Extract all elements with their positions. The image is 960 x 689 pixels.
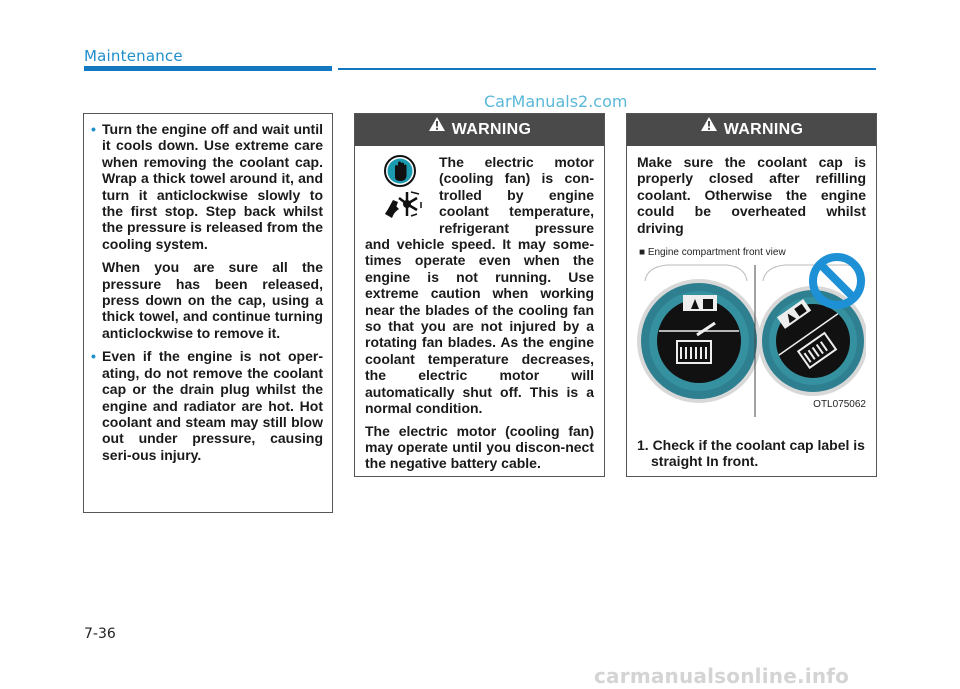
stop-hand-icon [385, 156, 415, 186]
bullet-item [91, 348, 323, 463]
figure-code: OTL075062 [813, 398, 866, 410]
fan-hazard-icon [385, 192, 421, 218]
caution-box-left [83, 113, 333, 513]
coolant-cap-figure [637, 245, 866, 425]
warning-box-fan [354, 113, 605, 477]
warning-header [627, 114, 876, 146]
bullet-dot: • [91, 348, 96, 365]
warning-body [627, 146, 876, 470]
warning-paragraph: The electric motor (cooling fan) may operate until you discon-nect the negative battery cable. [365, 422, 594, 472]
warning-title: WARNING [451, 121, 532, 139]
watermark-bottom: carmanualsonline.info [594, 664, 850, 688]
warning-triangle-icon [700, 112, 718, 144]
bullet-dot: • [91, 121, 96, 137]
bullet-paragraph: When you are sure all the pressure has been released, press down on the cap, using a thick towel, and continue turning anticlockwise to remove it. [102, 259, 323, 341]
figure-caption: ■ Engine compartment front view [639, 247, 786, 259]
warning-paragraph: Make sure the coolant cap is properly closed after refilling coolant. Otherwise the engine could be overheated whilst driving [637, 154, 866, 236]
page-number: 7-36 [84, 626, 116, 642]
warning-box-coolant-cap [626, 113, 877, 477]
bullet-paragraph: Turn the engine off and wait until it cools down. Use extreme care when removing the coolant cap. Wrap a thick towel around it, and turn it anticlockwise slowly to the first stop. Step back whilst the pressure is released from the cooling system. [102, 121, 323, 252]
section-title: Maintenance [84, 47, 183, 65]
warning-body [355, 146, 604, 472]
bullet-paragraph: Even if the engine is not oper-ating, do not remove the coolant cap or the drain plug whilst the engine and radiator are hot. Hot coolant and steam may still blow out under pressure, causing seri-ous injury. [102, 348, 323, 463]
warning-paragraph: The electric motor (cooling fan) is con-trolled by engine coolant temperature, refrigerant pressure and vehicle speed. It may some-times operate even when the engine is not running. Use extreme caution when working near the blades of the cooling fan so that you are not injured by a rotating fan blades. As the engine coolant temperature decreases, the electric motor will automatically shut off. This is a normal condition. [365, 154, 594, 417]
header-rule-thin [338, 68, 876, 70]
watermark-top: CarManuals2.com [484, 92, 628, 111]
warning-icons [365, 154, 435, 222]
warning-header [355, 114, 604, 146]
instruction-step: 1. Check if the coolant cap label is straight In front. [637, 437, 865, 470]
header-rule-thick [84, 66, 332, 71]
warning-title: WARNING [723, 121, 804, 139]
bullet-item [91, 121, 323, 341]
warning-triangle-icon [428, 112, 446, 144]
